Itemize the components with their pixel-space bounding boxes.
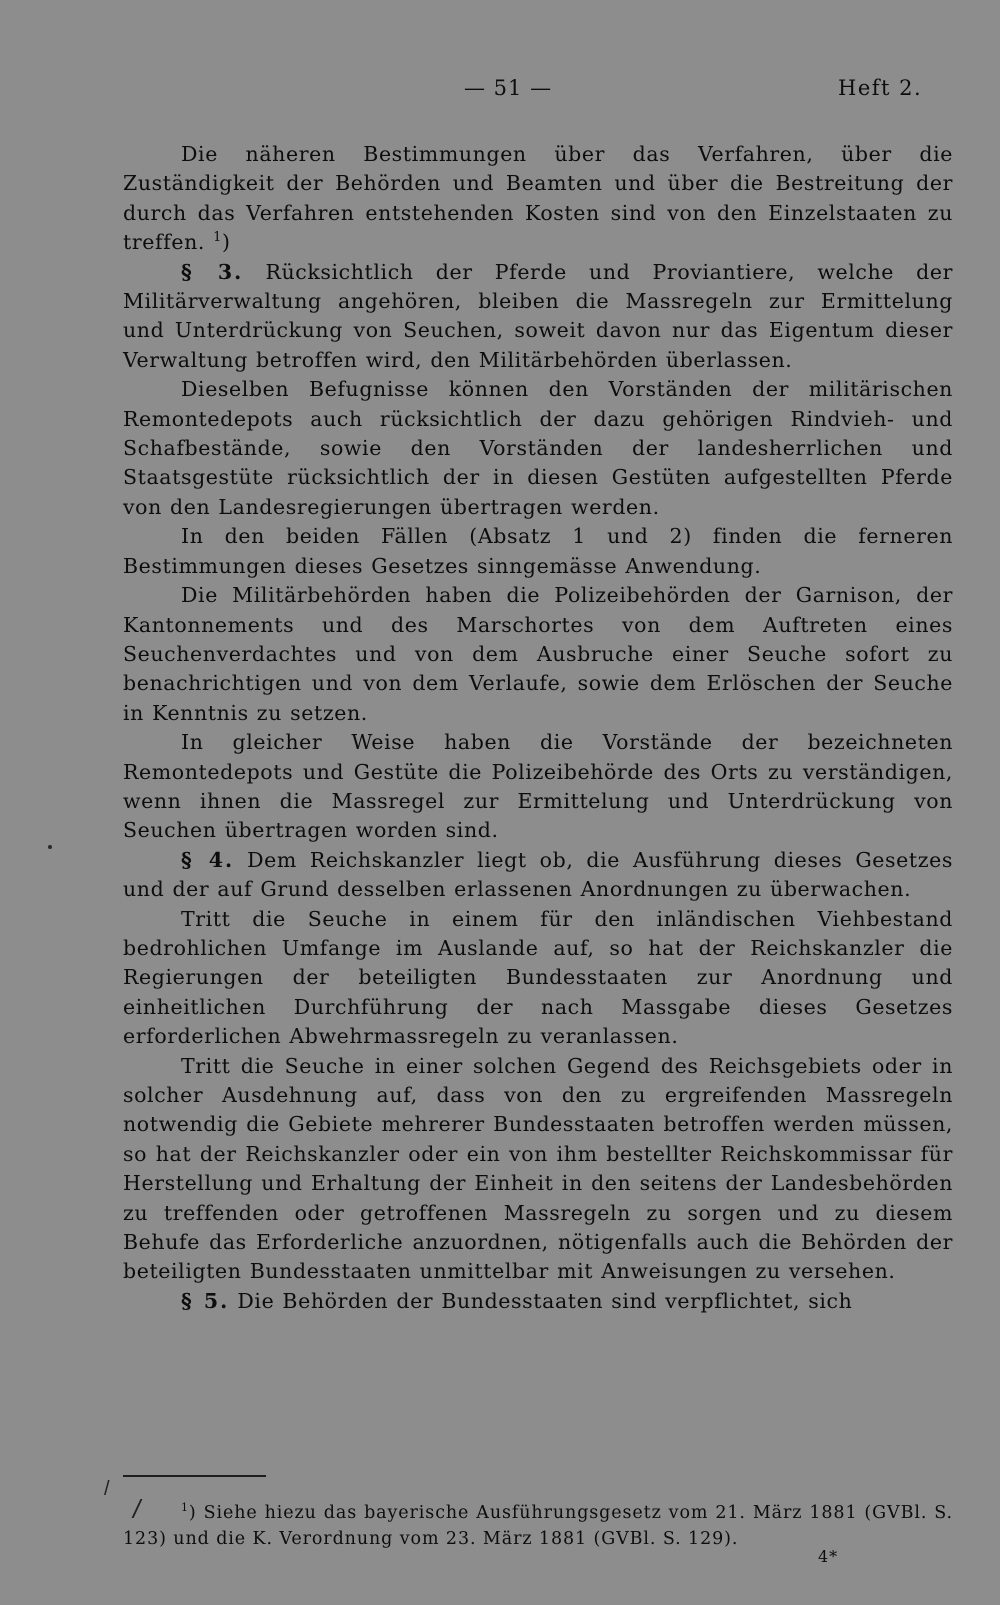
paragraph: Tritt die Seuche in einem für den inländischen Viehbestand bedrohlichen Umfange im Auslande auf, so hat der Reichskanzler die Regierungen der beteiligten Bundesstaaten zur Anordnung und einheitlichen Durchführung der nach Massgabe dieses Gesetzes erforderlichen Abwehrmassregeln zu veranlassen. [123, 906, 953, 1049]
paragraph-text: Die Behörden der Bundesstaaten sind verpflichtet, sich [237, 1288, 853, 1313]
paragraph [123, 846, 953, 905]
footnote [123, 1500, 953, 1552]
footnote-reference-close: ) [222, 230, 231, 255]
paragraph: In gleicher Weise haben die Vorstände der bezeichneten Remontedepots und Gestüte die Polizeibehörde des Orts zu verständigen, wenn ihnen die Massregel zur Ermittelung und Unterdrückung von Seuchen übertragen worden sind. [123, 730, 953, 843]
section-4-mark: § 4. [181, 847, 235, 872]
footnote-text: ) Siehe hiezu das bayerische Ausführungsgesetz vom 21. März 1881 (GVBl. S. 123) und die K. Verordnung vom 23. März 1881 (GVBl. S. 129). [123, 1503, 953, 1549]
issue-label: Heft 2. [838, 76, 923, 100]
page-number: — 51 — [464, 76, 553, 100]
paragraph [123, 140, 953, 258]
margin-dot [48, 845, 52, 849]
body-text [123, 140, 953, 1316]
paragraph [123, 258, 953, 376]
footnote-number: 1 [181, 1501, 189, 1515]
paragraph: Die Militärbehörden haben die Polizeibehörden der Garnison, der Kantonnements und des Marschortes von dem Auftreten eines Seuchenverdachtes und von dem Ausbruche einer Seuche sofort zu benachrichtigen und von dem Verlaufe, sowie dem Erlöschen der Seuche in Kenntnis zu setzen. [123, 583, 953, 725]
paragraph: Tritt die Seuche in einer solchen Gegend des Reichsgebiets oder in solcher Ausdehnung auf, dass von den zu ergreifenden Massregeln notwendig die Gebiete mehrerer Bundesstaaten betroffen werden müssen, so hat der Reichskanzler oder ein von ihm bestellter Reichskommissar für Herstellung und Erhaltung der Einheit in den seitens der Landesbehörden zu treffenden oder getroffenen Massregeln zu sorgen und zu diesem Behufe das Erforderliche anzuordnen, nötigenfalls auch die Behörden der beteiligten Bundesstaaten unmittelbar mit Anweisungen zu versehen. [123, 1053, 953, 1284]
footnote-divider [123, 1475, 266, 1477]
paragraph-text: Rücksichtlich der Pferde und Proviantiere, welche der Militärverwaltung angehören, bleiben die Massregeln zur Ermittelung und Unterdrückung von Seuchen, soweit davon nur das Eigentum dieser Verwaltung betroffen wird, den Militärbehörden überlassen. [123, 259, 953, 372]
footnote-reference: 1 [213, 230, 222, 246]
paragraph-text: Die näheren Bestimmungen über das Verfahren, über die Zuständigkeit der Behörden und Beamten und über die Bestreitung der durch das Verfahren entstehenden Kosten sind von den Einzelstaaten zu treffen. [123, 142, 953, 255]
paragraph [123, 1287, 953, 1316]
paragraph: In den beiden Fällen (Absatz 1 und 2) finden die ferneren Bestimmungen dieses Gesetzes sinngemässe Anwendung. [123, 524, 953, 578]
paragraph-text: Dem Reichskanzler liegt ob, die Ausführung dieses Gesetzes und der auf Grund desselben erlassenen Anordnungen zu überwachen. [123, 847, 953, 902]
section-5-mark: § 5. [181, 1288, 230, 1313]
margin-pencil-mark: / [104, 1478, 110, 1500]
margin-pencil-mark: / [133, 1494, 141, 1524]
sheet-signature: 4* [818, 1547, 839, 1566]
paragraph: Dieselben Befugnisse können den Vorständen der militärischen Remontedepots auch rücksichtlich der dazu gehörigen Rindvieh- und Schafbestände, sowie den Vorständen der landesherrlichen und Staatsgestüte rücksichtlich der in diesen Gestüten aufgestellten Pferde von den Landesregierungen übertragen werden. [123, 377, 953, 519]
page-header [0, 76, 1000, 106]
section-3-mark: § 3. [181, 259, 244, 284]
